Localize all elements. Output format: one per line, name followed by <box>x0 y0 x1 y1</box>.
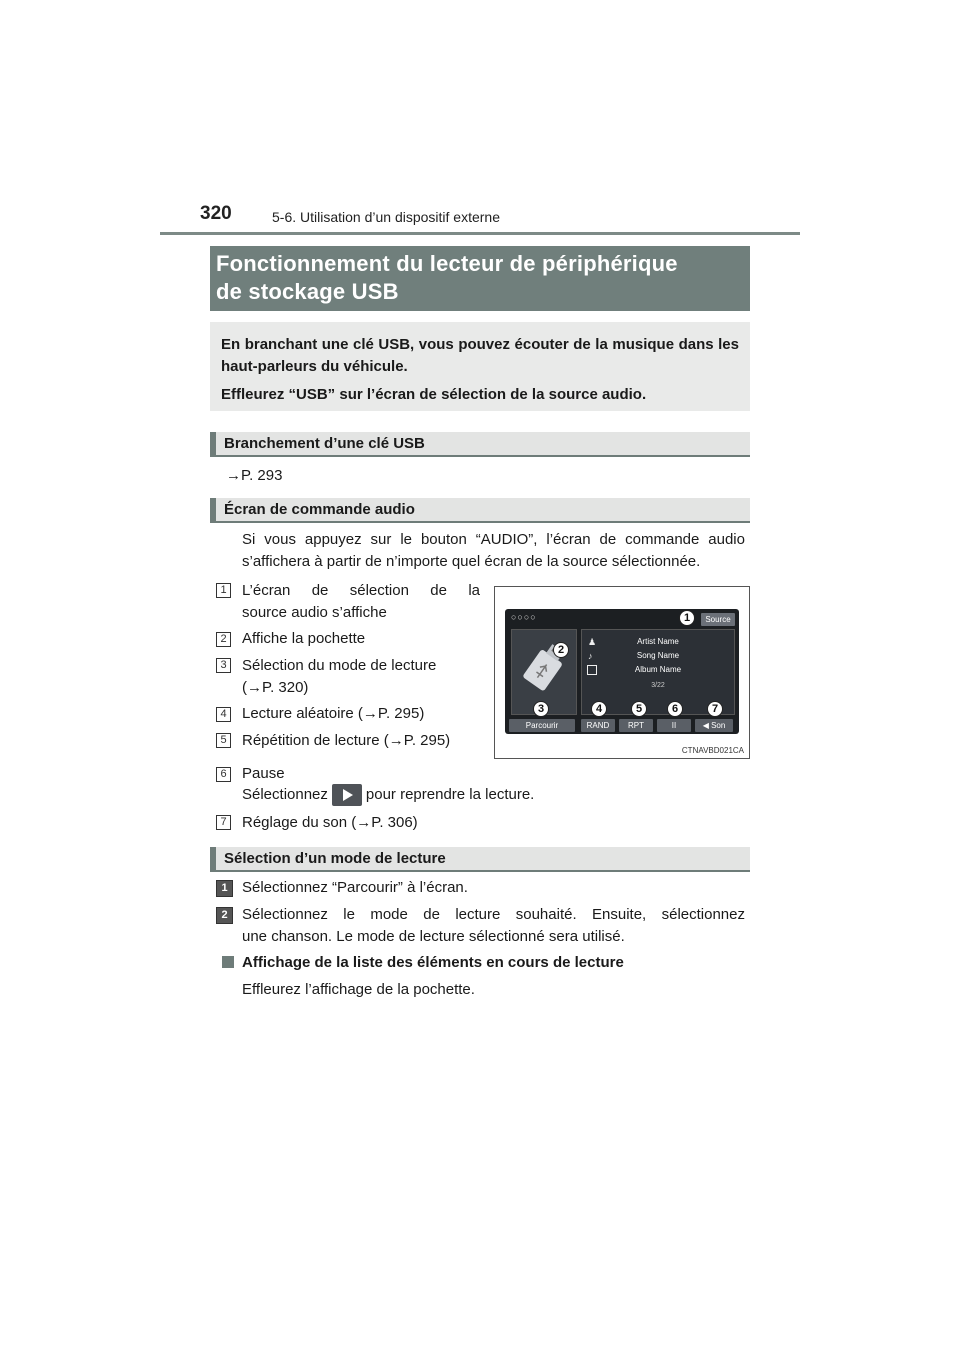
subheading-text: Effleurez l’affichage de la pochette. <box>242 981 475 998</box>
item-marker-7: 7 <box>216 815 231 830</box>
repeat-button[interactable]: RPT <box>619 719 653 732</box>
audio-screen-figure <box>494 586 750 759</box>
status-dots: ○○○○ <box>511 612 537 622</box>
sound-button[interactable] <box>695 719 733 732</box>
album-name: Album Name <box>634 665 682 674</box>
control-intro: Si vous appuyez sur le bouton “AUDIO”, l’écran de commande audio s’affichera à partir de n’importe quel écran de la source sélectionnée. <box>242 531 745 570</box>
speaker-icon: ◀ <box>702 721 709 730</box>
intro-paragraph-2: Effleurez “USB” sur l’écran de sélection de la source audio. <box>221 386 647 403</box>
callout-5: 5 <box>631 701 647 717</box>
section-heading-connect: Branchement d’une clé USB <box>210 432 750 457</box>
sound-button-label: Son <box>711 721 726 730</box>
item-1-line2: source audio s’affiche <box>242 604 387 621</box>
track-counter: 3/22 <box>651 682 665 689</box>
callout-4: 4 <box>591 701 607 717</box>
item-6-pre: Sélectionnez <box>242 786 328 803</box>
item-1-line1: L’écran de sélection de la <box>242 582 480 599</box>
item-marker-6: 6 <box>216 767 231 782</box>
figure-caption: CTNAVBD021CA <box>681 746 744 755</box>
item-5-text: Répétition de lecture (→P. 295) <box>242 732 451 749</box>
callout-1: 1 <box>679 610 695 626</box>
item-6-line1: Pause <box>242 765 285 782</box>
random-button[interactable]: RAND <box>581 719 615 732</box>
audio-control-screen <box>505 609 739 734</box>
section-heading-control: Écran de commande audio <box>210 498 750 523</box>
play-icon <box>332 784 362 806</box>
pause-button[interactable]: II <box>657 719 691 732</box>
item-6-post: pour reprendre la lecture. <box>365 786 535 803</box>
callout-7: 7 <box>707 701 723 717</box>
item-3-line1: Sélection du mode de lecture <box>242 657 437 674</box>
section-reference: 5-6. Utilisation d’un dispositif externe <box>272 209 501 225</box>
item-marker-3: 3 <box>216 658 231 673</box>
item-4-text: Lecture aléatoire (→P. 295) <box>242 705 425 722</box>
title-banner <box>210 246 750 311</box>
page-title-line2: de stockage USB <box>216 279 399 304</box>
intro-paragraph-1: En branchant une clé USB, vous pouvez écouter de la musique dans les haut-parleurs du véhicule. <box>221 336 739 375</box>
intro-box <box>210 322 750 411</box>
callout-2: 2 <box>553 642 569 658</box>
item-2-text: Affiche la pochette <box>242 630 366 647</box>
subheading-playing-list: Affichage de la liste des éléments en cours de lecture <box>242 954 624 971</box>
step-1-text: Sélectionnez “Parcourir” à l’écran. <box>242 879 468 896</box>
page-number: 320 <box>200 203 232 224</box>
item-6-line2 <box>242 784 534 806</box>
step-marker-1: 1 <box>216 880 233 897</box>
callout-3: 3 <box>533 701 549 717</box>
step-2-line2: une chanson. Le mode de lecture sélectionné sera utilisé. <box>242 928 625 945</box>
item-marker-5: 5 <box>216 733 231 748</box>
source-button[interactable]: Source <box>701 613 735 626</box>
header-rule <box>160 232 800 235</box>
square-bullet-icon <box>222 956 234 968</box>
connect-page-ref: →P. 293 <box>226 467 283 484</box>
callout-6: 6 <box>667 701 683 717</box>
browse-button[interactable]: Parcourir <box>509 719 575 732</box>
step-marker-2: 2 <box>216 907 233 924</box>
song-icon: ♪ <box>588 651 593 661</box>
section-heading-mode: Sélection d’un mode de lecture <box>210 847 750 872</box>
artist-icon: ♟ <box>588 637 597 647</box>
artist-name: Artist Name <box>637 637 679 646</box>
item-marker-4: 4 <box>216 707 231 722</box>
item-marker-1: 1 <box>216 583 231 598</box>
item-7-text: Réglage du son (→P. 306) <box>242 814 418 831</box>
step-2-line1: Sélectionnez le mode de lecture souhaité. Ensuite, sélectionnez <box>242 906 745 923</box>
item-3-line2: (→P. 320) <box>242 679 309 696</box>
page-title-line1: Fonctionnement du lecteur de périphérique <box>216 251 678 276</box>
item-marker-2: 2 <box>216 632 231 647</box>
song-name: Song Name <box>636 651 680 660</box>
